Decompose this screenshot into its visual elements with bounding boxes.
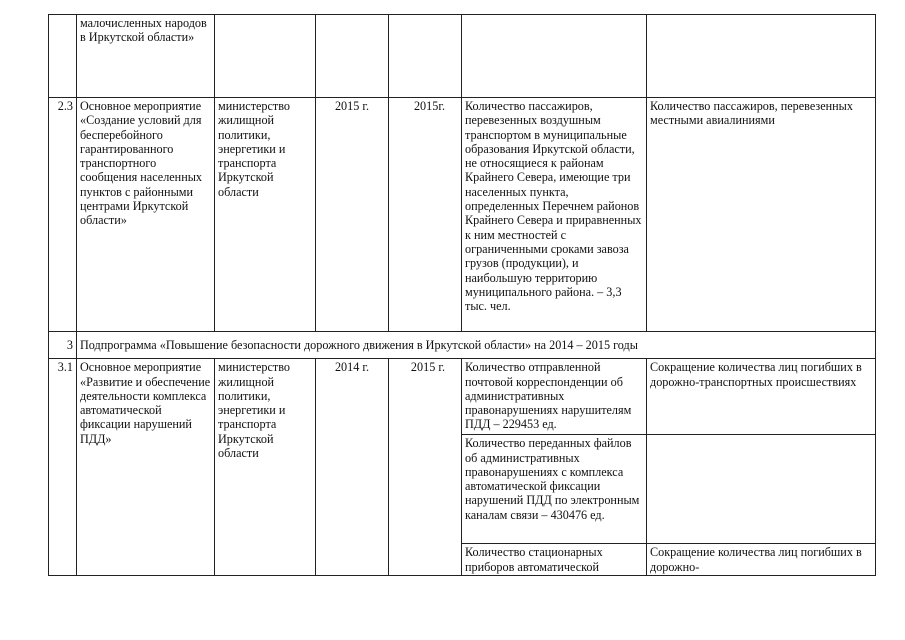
- indicator-cell: [647, 15, 876, 98]
- num-cell: 3: [49, 332, 77, 359]
- result-cell: Количество стационарных приборов автоматической: [462, 544, 647, 576]
- num-cell: 3.1: [49, 359, 77, 576]
- measure-name-cell: малочисленных народов в Иркутской области»: [77, 15, 215, 98]
- indicator-cell: Сокращение количества лиц погибших в дорожно-: [647, 544, 876, 576]
- num-cell: 2.3: [49, 98, 77, 332]
- end-cell: [389, 15, 462, 98]
- indicator-cell: [647, 435, 876, 544]
- executor-cell: министерство жилищной политики, энергетики и транспорта Иркутской области: [215, 98, 316, 332]
- table-row: [49, 98, 876, 332]
- indicator-cell: Количество пассажиров, перевезенных местными авиалиниями: [647, 98, 876, 332]
- start-cell: 2014 г.: [316, 359, 389, 576]
- measure-name-cell: Основное мероприятие «Создание условий для бесперебойного гарантированного транспортного сообщения населенных пунктов с районными центрами Иркутской области»: [77, 98, 215, 332]
- section-title-cell: Подпрограмма «Повышение безопасности дорожного движения в Иркутской области» на 2014 – 2015 годы: [77, 332, 876, 359]
- indicator-cell: Сокращение количества лиц погибших в дорожно-транспортных происшествиях: [647, 359, 876, 435]
- num-cell: [49, 15, 77, 98]
- result-cell: Количество пассажиров, перевезенных воздушным транспортом в муниципальные образования Иркутской области, не относящиеся к районам Крайнего Севера, имеющие три населенных пункта, определенных Перечнем районов Крайнего Севера и приравненных к ним местностей с ограниченными сроками завоза грузов (продукции), и наибольшую территорию муниципального района. – 3,3 тыс. чел.: [462, 98, 647, 332]
- start-cell: [316, 15, 389, 98]
- executor-cell: министерство жилищной политики, энергетики и транспорта Иркутской области: [215, 359, 316, 576]
- measure-name-cell: Основное мероприятие «Развитие и обеспечение деятельности комплекса автоматической фиксации нарушений ПДД»: [77, 359, 215, 576]
- measures-table: [48, 14, 876, 576]
- executor-cell: [215, 15, 316, 98]
- section-row: [49, 332, 876, 359]
- table-row: [49, 359, 876, 435]
- result-cell: [462, 15, 647, 98]
- result-cell: Количество переданных файлов об административных правонарушениях с комплекса автоматической фиксации нарушений ПДД по электронным каналам связи – 430476 ед.: [462, 435, 647, 544]
- start-cell: 2015 г.: [316, 98, 389, 332]
- end-cell: 2015г.: [389, 98, 462, 332]
- table-row: [49, 15, 876, 98]
- end-cell: 2015 г.: [389, 359, 462, 576]
- result-cell: Количество отправленной почтовой корреспонденции об административных правонарушениях нарушителям ПДД – 229453 ед.: [462, 359, 647, 435]
